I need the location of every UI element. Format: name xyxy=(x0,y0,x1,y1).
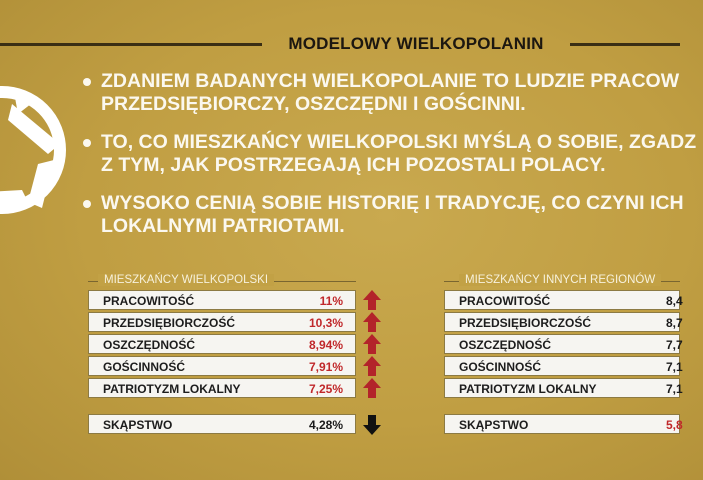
panel-title: MIESZKAŃCY INNYCH REGIONÓW xyxy=(459,274,661,286)
bullet-text-line: ZDANIEM BADANYCH WIELKOPOLANIE TO LUDZIE PRACOW xyxy=(101,70,680,92)
bullet-text-line: Z TYM, JAK POSTRZEGAJĄ ICH POZOSTALI POLACY. xyxy=(101,154,606,176)
table-row xyxy=(444,312,683,332)
trait-label: PRACOWITOŚĆ xyxy=(459,294,551,308)
trait-value: 8,7 xyxy=(666,316,683,330)
bullet-text-line: LOKALNYMI PATRIOTAMI. xyxy=(101,215,345,237)
arrow-up-icon xyxy=(362,333,382,355)
trait-label: PRZEDSIĘBIORCZOŚĆ xyxy=(103,316,236,330)
table-row xyxy=(444,356,683,376)
bullet-dot xyxy=(83,200,91,208)
trait-value: 8,94% xyxy=(308,338,343,352)
table-row xyxy=(88,312,356,332)
table-row xyxy=(88,334,356,354)
trait-label: GOŚCINNOŚĆ xyxy=(103,360,186,374)
table-row xyxy=(88,356,356,376)
trait-value: 7,1 xyxy=(666,382,683,396)
trait-value: 5,8 xyxy=(666,418,683,432)
trait-value: 7,25% xyxy=(308,382,343,396)
table-row xyxy=(444,414,683,434)
trait-label: PRACOWITOŚĆ xyxy=(103,294,195,308)
table-row xyxy=(88,414,356,434)
trait-label: SKĄPSTWO xyxy=(103,418,173,432)
trait-label: SKĄPSTWO xyxy=(459,418,529,432)
page-title: MODELOWY WIELKOPOLANIN xyxy=(288,34,544,53)
trait-value: 7,7 xyxy=(666,338,683,352)
bullet-dot xyxy=(83,139,91,147)
trait-value: 11% xyxy=(319,294,343,308)
header-rule-right xyxy=(570,43,680,46)
table-row xyxy=(88,290,356,310)
trait-value: 7,91% xyxy=(308,360,343,374)
trait-value: 10,3% xyxy=(308,316,343,330)
bullet-text-line: PRZEDSIĘBIORCZY, OSZCZĘDNI I GOŚCINNI. xyxy=(101,93,526,115)
arrow-up-icon xyxy=(362,377,382,399)
bullet-text-line: WYSOKO CENIĄ SOBIE HISTORIĘ I TRADYCJĘ, CO CZYNI ICH xyxy=(101,192,684,214)
trait-label: PATRIOTYZM LOKALNY xyxy=(459,382,597,396)
trait-label: OSZCZĘDNOŚĆ xyxy=(103,338,196,352)
arrow-up-icon xyxy=(362,355,382,377)
arrow-down-icon xyxy=(362,414,382,436)
table-row xyxy=(88,378,356,398)
trait-label: GOŚCINNOŚĆ xyxy=(459,360,542,374)
trait-label: OSZCZĘDNOŚĆ xyxy=(459,338,552,352)
trait-value: 8,4 xyxy=(666,294,683,308)
table-row xyxy=(444,378,683,398)
arrow-up-icon xyxy=(362,311,382,333)
arrow-up-icon xyxy=(362,289,382,311)
trait-label: PATRIOTYZM LOKALNY xyxy=(103,382,241,396)
table-row xyxy=(444,334,683,354)
trait-value: 4,28% xyxy=(308,418,343,432)
trait-value: 7,1 xyxy=(666,360,683,374)
bullet-text-line: TO, CO MIESZKAŃCY WIELKOPOLSKI MYŚLĄ O SOBIE, ZGADZ xyxy=(101,131,697,153)
bullet-dot xyxy=(83,78,91,86)
table-row xyxy=(444,290,683,310)
trait-label: PRZEDSIĘBIORCZOŚĆ xyxy=(459,316,592,330)
header-rule-left xyxy=(0,43,262,46)
aperture-logo-icon xyxy=(0,70,90,230)
panel-title: MIESZKAŃCY WIELKOPOLSKI xyxy=(98,274,274,286)
